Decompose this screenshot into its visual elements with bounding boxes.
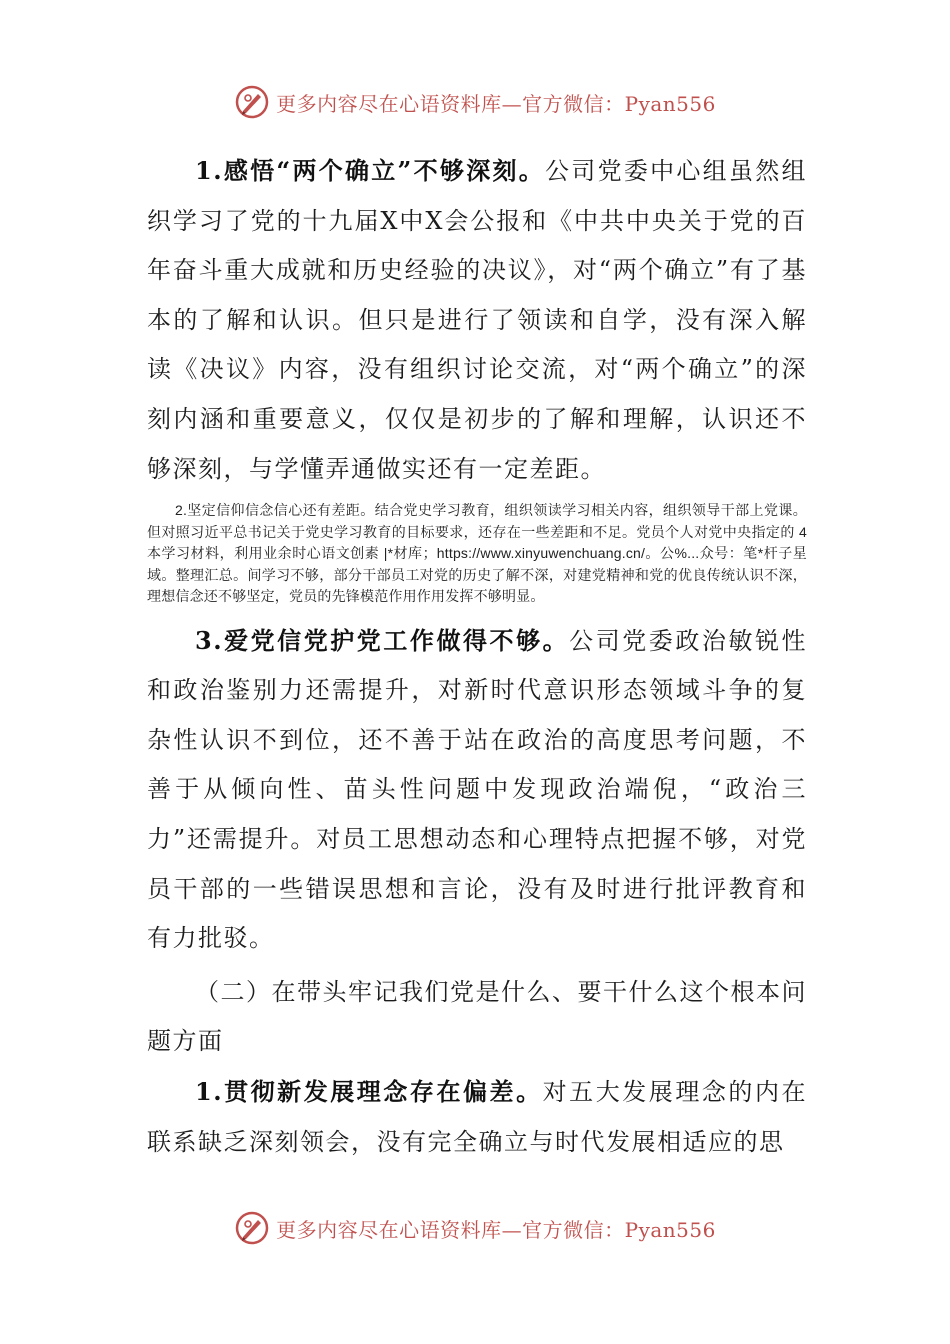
pen-logo-icon <box>234 84 270 120</box>
banner-text: 更多内容尽在心语资料库—官方微信：Pyan556 <box>276 91 716 116</box>
paragraph-5 <box>147 1067 807 1167</box>
paragraph-2: 2.坚定信仰信念信心还有差距。结合党史学习教育，组织领读学习相关内容，组织领导干部上党课。但对照习近平总书记关于党史学习教育的目标要求，还存在一些差距和不足。党员个人对党中央指定的 4 本学习材料，利用业余时心语文创素 |*材库；https://www.xinyuwenchuang.cn/。公%...众号：笔*杆子星域。整理汇总。间学习不够，部分干部员工对党的历史了解不深，对建党精神和党的优良传统认识不深，理想信念还不够坚定，党员的先锋模范作用作用发挥不够明显。 <box>147 502 807 605</box>
paragraph-1-heading: 1.感悟“两个确立”不够深刻。 <box>195 156 546 185</box>
paragraph-3-heading: 3.爱党信党护党工作做得不够。 <box>195 625 570 655</box>
document-body <box>147 146 807 1167</box>
pen-logo-icon <box>234 1210 270 1246</box>
paragraph-5-heading: 1.贯彻新发展理念存在偏差。 <box>195 1077 543 1106</box>
header-banner <box>0 82 950 122</box>
section-heading: （二）在带头牢记我们党是什么、要干什么这个根本问题方面 <box>147 977 807 1056</box>
paragraph-1-body: 公司党委中心组虽然组织学习了党的十九届X中X会公报和《中共中央关于党的百年奋斗重大成就和历史经验的决议》，对“两个确立”有了基本的了解和认识。但只是进行了领读和自学，没有深入解读《决议》内容，没有组织讨论交流，对“两个确立”的深刻内涵和重要意义，仅仅是初步的了解和理解，认识还不够深刻，与学懂弄通做实还有一定差距。 <box>147 157 807 483</box>
footer-banner <box>0 1208 950 1248</box>
paragraph-5-body: 对五大发展理念的内在联系缺乏深刻领会，没有完全确立与时代发展相适应的思 <box>147 1078 807 1156</box>
paragraph-3-body: 公司党委政治敏锐性和政治鉴别力还需提升，对新时代意识形态领域斗争的复杂性认识不到位，还不善于站在政治的高度思考问题，不善于从倾向性、苗头性问题中发现政治端倪，“政治三力”还需提升。对员工思想动态和心理特点把握不够，对党员干部的一些错误思想和言论，没有及时进行批评教育和有力批驳。 <box>147 626 807 953</box>
paragraph-1 <box>147 146 807 494</box>
banner-text: 更多内容尽在心语资料库—官方微信：Pyan556 <box>276 1217 716 1242</box>
paragraph-3 <box>147 616 807 964</box>
